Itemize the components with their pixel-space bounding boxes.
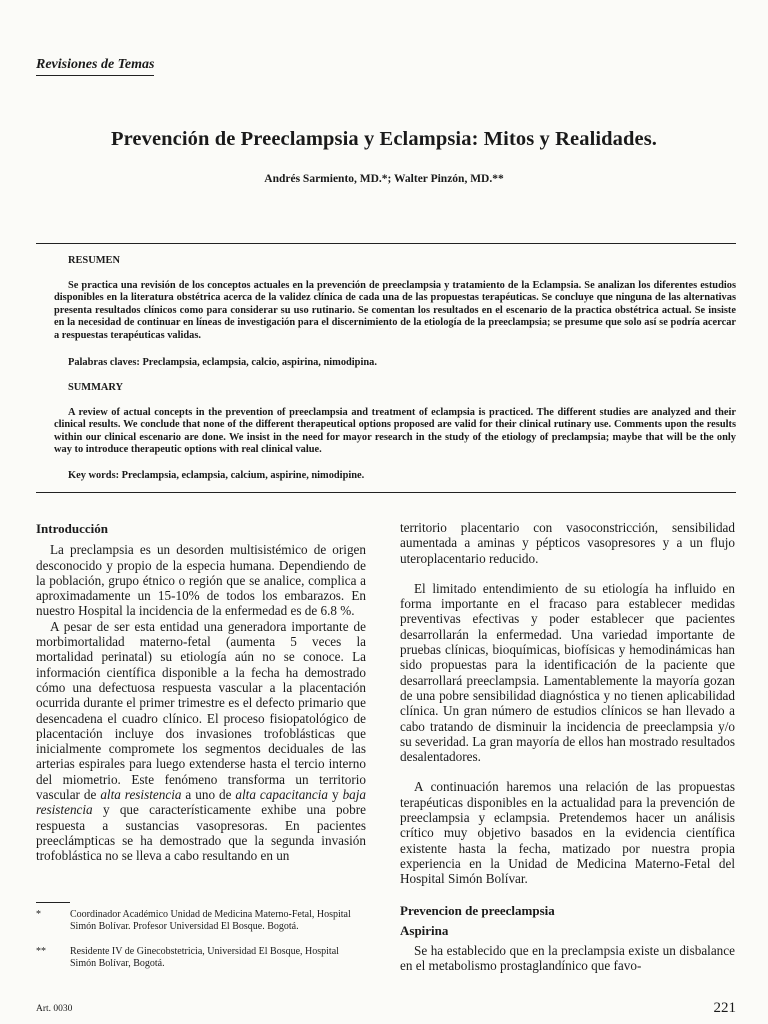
page-number: 221 — [713, 1000, 736, 1016]
abstract-top-rule — [36, 243, 736, 244]
intro-heading: Introducción — [36, 521, 108, 536]
intro-p2-text-d: y que característicamente exhibe una pobre respuesta a sustancias vasopresoras. En pacientes preeclámpticas se ha demostrado que la segunda invasión trofoblástica no se lleva a cabo resultando en un — [36, 802, 366, 864]
summary-text: A review of actual concepts in the prevention of preeclampsia and treatment of eclampsia is practiced. The different studies are analyzed and their clinical results. We conclude that none of the different therapeutical options proposed are valid for their clinical rutinary use. Comments upon the results within our clinical escenario are done. We insist in the need for mayor research in the study of the etiology of preclampsia; maybe that will be the only way to introduce therapeutic options with real clinical value. — [54, 407, 736, 456]
intro-paragraph-2 — [36, 619, 366, 864]
intro-paragraph-1: La preclampsia es un desorden multisistémico de origen desconocido y propio de la especia humana. Dependiendo de la población, grupo étnico o región que se analice, complica a aproximadamente un 15-10% de todos los embarazos. En nuestro Hospital la incidencia de la enfermedad es de 6.8 %. — [36, 542, 366, 619]
intro-p2-text-c: y — [328, 787, 343, 803]
right-paragraph-3: A continuación haremos una relación de las propuestas terapéuticas disponibles en la actualidad para la prevención de preeclampsia y eclampsia. Pretendemos hacer un análisis crítico muy objetivo basados en la evidencia científica existente hasta la fecha, matizado por nuestra propia experiencia en la Unidad de Medicina Materno-Fetal del Hospital Simón Bolívar. — [400, 779, 735, 887]
footnote-mark-1: * — [36, 909, 41, 920]
abstract-bottom-rule — [36, 492, 736, 493]
left-column — [36, 521, 366, 864]
footnote-mark-2: ** — [36, 946, 46, 957]
right-paragraph-2: El limitado entendimiento de su etiología ha influido en forma importante en el fracaso para establecer medidas preventivas efectivas y poder establecer que pacientes desarrollarán la enfermedad. Una variedad importante de pruebas clínicas, bioquímicas, biofísicas y hemodinámicas han sido propuestas para la identificación de la paciente que desarrollará preeclampsia. Lamentablemente la mayoría gozan de una pobre sensibilidad diagnóstica y no tienen aplicabilidad clínica. Un gran número de estudios clínicos se han llevado a cabo tratando de disminuir la incidencia de preeclampsia y/o su severidad. La gran mayoría de ellos han mostrado resultados desalentadores. — [400, 580, 735, 765]
resumen-heading: RESUMEN — [68, 255, 120, 266]
aspirina-heading: Aspirina — [400, 922, 449, 938]
article-id: Art. 0030 — [36, 1004, 73, 1014]
intro-p2-text-a: A pesar de ser esta entidad una generadora importante de morbimortalidad materno-fetal (aumenta 5 veces la mortalidad perinatal) su etiología aún no se conoce. La información científica disponible a la fecha ha demostrado cómo una defectuosa respuesta vascular a la placentación ocurrida durante el primer trimestre es el defecto primario que desencadena el cuadro clínico. El proceso fisiopatológico de placentación incluye dos invasiones trofoblásticas que inicialmente compromete los segmentos deciduales de las arterias espirales para luego extenderse hasta el tercio interno del miometrio. Este fenómeno transforma un territorio vascular de — [36, 618, 366, 803]
intro-p2-italic-2: alta capacitancia — [235, 787, 329, 803]
resumen-text: Se practica una revisión de los conceptos actuales en la prevención de preeclampsia y tratamiento de la Eclampsia. Se analizan los diferentes estudios disponibles en la literatura obstétrica acerca de la validez clínica de cada una de las propuestas terapéuticas. Se concluye que ninguna de las alternativas presenta resultados clínicos como para considerar su uso rutinario. Se comentan los resultados en el escenario de la practica obstétrica actual. Se insiste en la necesidad de continuar en líneas de investigación para el discernimiento de la etiología de la preeclampsia; se presume que solo así se podría acercar a respuestas terapéuticas validas. — [54, 280, 736, 341]
prevention-heading: Prevencion de preeclampsia — [400, 902, 555, 918]
palabras-claves: Palabras claves: Preclampsia, eclampsia, calcio, aspirina, nimodipina. — [68, 357, 377, 368]
intro-p2-italic-1: alta resistencia — [100, 787, 182, 803]
right-column — [400, 520, 735, 974]
summary-heading: SUMMARY — [68, 382, 124, 393]
intro-p2-italic-3: baja resistencia — [36, 787, 367, 818]
section-label: Revisiones de Temas — [36, 56, 154, 76]
key-words: Key words: Preclampsia, eclampsia, calcium, aspirine, nimodipine. — [68, 470, 365, 481]
footnote-1: Coordinador Académico Unidad de Medicina Materno-Fetal, Hospital Simón Bolívar. Profesor Universidad El Bosque. Bogotá. — [70, 909, 351, 932]
article-authors: Andrés Sarmiento, MD.*; Walter Pinzón, MD.** — [264, 173, 504, 185]
right-paragraph-4: Se ha establecido que en la preclampsia existe un disbalance en el metabolismo prostaglandínico que favo- — [400, 943, 735, 974]
article-title: Prevención de Preeclampsia y Eclampsia: Mitos y Realidades. — [110, 128, 658, 150]
footnote-rule — [36, 902, 70, 903]
footnote-2: Residente IV de Ginecobstetricia, Universidad El Bosque, Hospital Simón Bolívar, Bogotá. — [70, 946, 339, 969]
right-paragraph-1: territorio placentario con vasoconstricción, sensibilidad aumentada a aminas y pépticos vasopresores y a un flujo uteroplacentario reducido. — [400, 520, 735, 566]
intro-p2-text-b: a uno de — [181, 787, 236, 803]
